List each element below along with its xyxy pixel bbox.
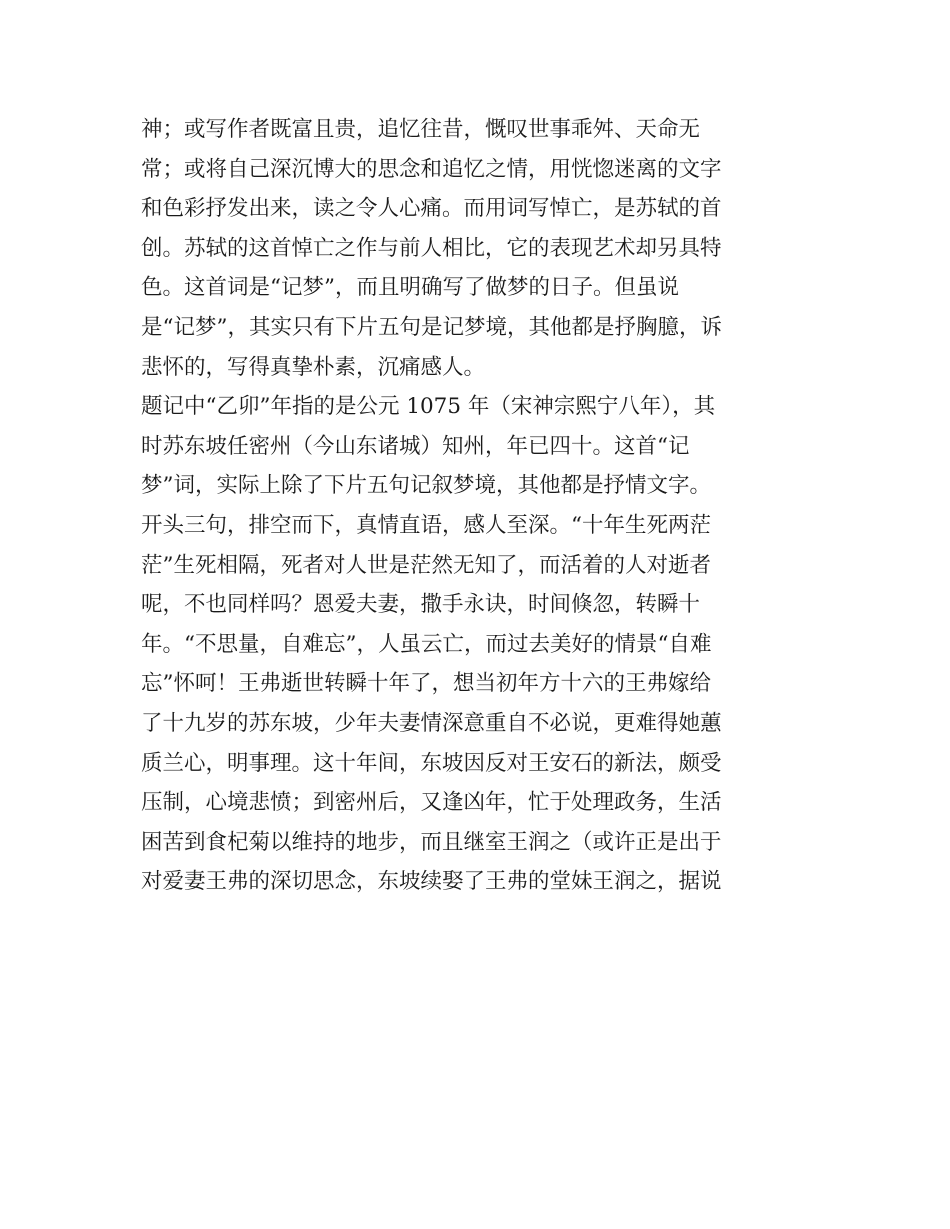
text-line: 呢，不也同样吗？恩爱夫妻，撒手永诀，时间倏忽，转瞬十 [141,592,701,618]
text-line: 困苦到食杞菊以维持的地步，而且继室王润之（或许正是出于 [141,829,722,855]
text-line: 质兰心，明事理。这十年间，东坡因反对王安石的新法，颇受 [141,750,722,776]
text-line: 茫”生死相隔，死者对人世是茫然无知了，而活着的人对逝者 [141,552,711,578]
text-line: 开头三句，排空而下，真情直语，感人至深。“十年生死两茫 [141,512,711,538]
text-line: 和色彩抒发出来，读之令人心痛。而用词写悼亡，是苏轼的首 [141,196,722,222]
text-line: 了十九岁的苏东坡，少年夫妻情深意重自不必说，更难得她蕙 [141,710,722,736]
text-line: 对爱妻王弗的深切思念，东坡续娶了王弗的堂妹王润之，据说 [141,869,722,895]
text-line: 题记中“乙卯”年指的是公元 1075 年（宋神宗熙宁八年），其 [141,394,716,420]
text-line: 是“记梦”，其实只有下片五句是记梦境，其他都是抒胸臆，诉 [141,314,722,340]
body-text [141,110,821,902]
text-line: 梦”词，实际上除了下片五句记叙梦境，其他都是抒情文字。 [141,473,711,499]
text-line: 压制，心境悲愤；到密州后，又逢凶年，忙于处理政务，生活 [141,790,722,816]
text-line: 创。苏轼的这首悼亡之作与前人相比，它的表现艺术却另具特 [141,235,722,261]
text-line: 常；或将自己深沉博大的思念和追忆之情，用恍惚迷离的文字 [141,156,722,182]
text-line: 忘”怀呵！王弗逝世转瞬十年了，想当初年方十六的王弗嫁给 [141,671,711,697]
text-line: 年。“不思量，自难忘”，人虽云亡，而过去美好的情景“自难 [141,631,712,657]
text-line: 神；或写作者既富且贵，追忆往昔，慨叹世事乖舛、天命无 [141,117,701,142]
text-line: 悲怀的，写得真挚朴素，沉痛感人。 [141,354,486,380]
text-line: 时苏东坡任密州（今山东诸城）知州，年已四十。这首“记 [141,433,690,459]
text-line: 色。这首词是“记梦”，而且明确写了做梦的日子。但虽说 [141,275,679,301]
